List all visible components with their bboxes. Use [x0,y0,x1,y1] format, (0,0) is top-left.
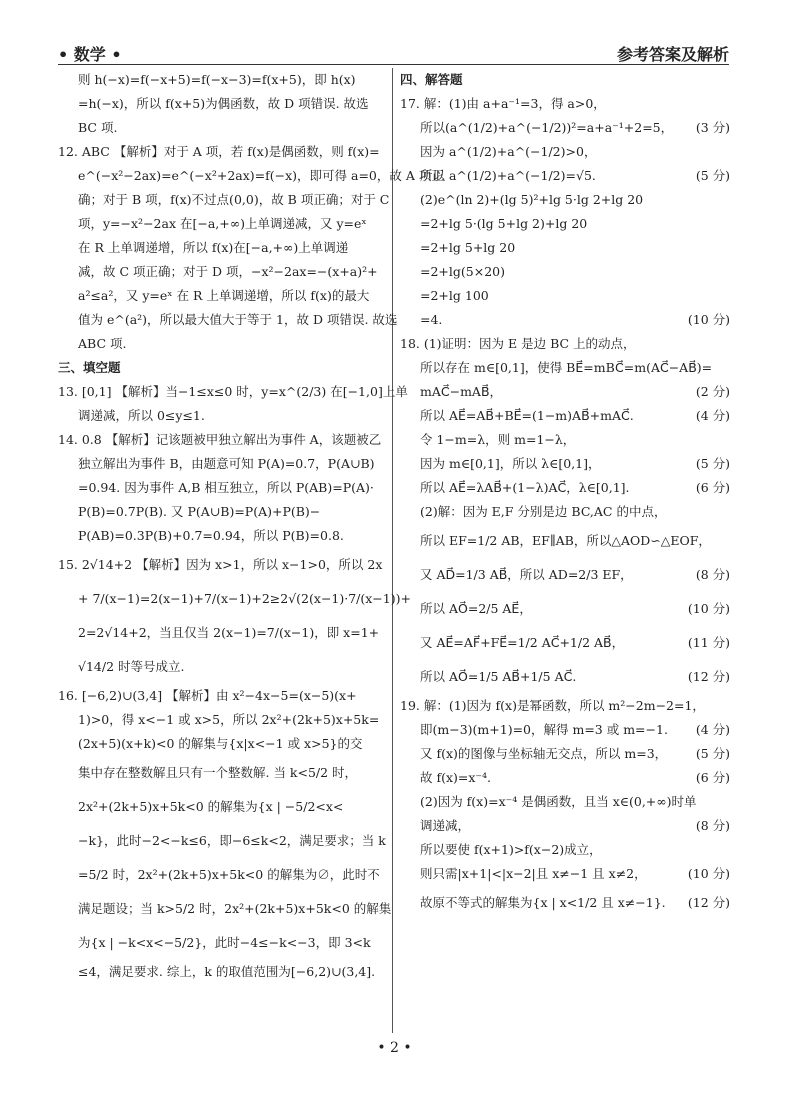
score-label: (12 分) [687,895,730,910]
text-line [400,626,730,660]
text-line [400,260,730,284]
text-line [400,886,730,920]
line-text: 满足题设；当 k>5/2 时，2x²+(2k+5)x+5k<0 的解集 [78,901,392,916]
text-line [58,92,388,116]
line-text: (2)e^(ln 2)+(lg 5)²+lg 5·lg 2+lg 20 [420,192,644,207]
line-text: ABC 项. [78,336,127,351]
line-text: 又 AE⃗=AF⃗+FE⃗=1/2 AC⃗+1/2 AB⃗， [420,635,625,650]
text-line [400,814,730,838]
line-text: (2)解：因为 E,F 分别是边 BC,AC 的中点， [420,504,667,519]
text-line [400,308,730,332]
text-line [58,356,388,380]
line-text: 令 1−m=λ，则 m=1−λ， [420,432,576,447]
line-text: 又 AD⃗=1/3 AB⃗，所以 AD=2/3 EF， [420,567,633,582]
text-line [58,332,388,356]
text-line [58,116,388,140]
line-text: 四、解答题 [400,72,463,87]
line-text: =0.94. 因为事件 A,B 相互独立，所以 P(AB)=P(A)· [78,480,374,495]
line-text: 所以 AO⃗=2/5 AE⃗， [420,601,532,616]
score-label: (6 分) [695,480,730,495]
line-text: 减，故 C 项正确；对于 D 项，−x²−2ax=−(x+a)²+ [78,264,378,279]
line-text: 15. 2√14+2 【解析】因为 x>1，所以 x−1>0，所以 2x [58,557,383,572]
text-line [400,68,730,92]
text-line [400,332,730,356]
text-line [400,284,730,308]
score-label: (4 分) [695,408,730,423]
text-line [400,92,730,116]
line-text: 三、填空题 [58,360,121,375]
line-text: 则 h(−x)=f(−x+5)=f(−x−3)=f(x+5)，即 h(x) [78,72,356,87]
text-line [58,164,444,188]
text-line [400,404,730,428]
line-text: =2+lg(5×20) [420,264,505,279]
line-text: 18. (1)证明：因为 E 是边 BC 上的动点， [400,336,636,351]
line-text: =2+lg 100 [420,288,489,303]
score-label: (10 分) [687,601,730,616]
line-text: 1)>0，得 x<−1 或 x>5，所以 2x²+(2k+5)x+5k= [78,712,380,727]
line-text: =5/2 时，2x²+(2k+5)x+5k<0 的解集为∅，此时不 [78,867,380,882]
text-line [400,188,730,212]
line-text: + 7/(x−1)=2(x−1)+7/(x−1)+2≥2√(2(x−1)·7/(x−1))+ [78,591,411,606]
score-label: (12 分) [687,669,730,684]
line-text: 13. [0,1] 【解析】当−1≤x≤0 时，y=x^(2/3) 在[−1,0]上单 [58,384,408,399]
line-text: BC 项. [78,120,118,135]
score-label: (5 分) [695,168,730,183]
text-line [400,790,730,814]
line-text: P(AB)=0.3P(B)+0.7=0.94，所以 P(B)=0.8. [78,528,344,543]
text-line [58,68,388,92]
text-line [58,500,388,524]
line-text: 因为 m∈[0,1]，所以 λ∈[0,1]， [420,456,601,471]
line-text: 项，y=−x²−2ax 在[−a,+∞)上单调递减，又 y=eˣ [78,216,367,231]
page-header [58,40,729,65]
text-line [58,428,388,452]
text-line [58,284,388,308]
line-text: e^(−x²−2ax)=e^(−x²+2ax)=f(−x)，即可得 a=0，故 A 项正 [78,168,444,183]
text-line [58,212,388,236]
line-text: 确；对于 B 项，f(x)不过点(0,0)，故 B 项正确；对于 C [78,192,390,207]
text-line [58,548,388,582]
subject-label: • 数学 • [58,45,122,64]
text-line [58,892,392,926]
text-line [58,616,388,650]
text-line [58,140,388,164]
line-text: 故 f(x)=x⁻⁴. [420,770,492,785]
score-label: (6 分) [695,770,730,785]
score-label: (8 分) [695,818,730,833]
line-text: 所以 a^(1/2)+a^(−1/2)=√5. [420,168,596,183]
text-line [58,824,388,858]
text-line [400,660,730,694]
text-line [400,428,730,452]
line-text: P(B)=0.7P(B). 又 P(A∪B)=P(A)+P(B)− [78,504,321,519]
text-line [58,308,398,332]
line-text: =2+lg 5+lg 20 [420,240,516,255]
section-title: 参考答案及解析 [616,45,729,64]
line-text: 16. [−6,2)∪(3,4] 【解析】由 x²−4x−5=(x−5)(x+ [58,688,357,703]
score-label: (4 分) [695,722,730,737]
line-text: 12. ABC 【解析】对于 A 项，若 f(x)是偶函数，则 f(x)= [58,144,380,159]
line-text: 所以 AE⃗=λAB⃗+(1−λ)AC⃗，λ∈[0,1]. [420,480,630,495]
line-text: mAC⃗−mAB⃗， [420,384,503,399]
text-line [400,592,730,626]
text-line [58,524,388,548]
score-label: (5 分) [695,746,730,761]
text-line [400,140,730,164]
line-text: −k}，此时−2<−k≤6，即−6≤k<2，满足要求；当 k [78,833,386,848]
text-line [400,452,730,476]
line-text: 17. 解：(1)由 a+a⁻¹=3，得 a>0， [400,96,606,111]
line-text: 所以 AO⃗=1/5 AB⃗+1/5 AC⃗. [420,669,577,684]
line-text: 值为 e^(a²)，所以最大值大于等于 1，故 D 项错误. 故选 [78,312,398,327]
text-line [58,732,388,756]
score-label: (10 分) [687,866,730,881]
line-text: 即(m−3)(m+1)=0，解得 m=3 或 m=−1. [420,722,668,737]
line-text: 14. 0.8 【解析】记该题被甲独立解出为事件 A，该题被乙 [58,432,382,447]
line-text: (2)因为 f(x)=x⁻⁴ 是偶函数，且当 x∈(0,+∞)时单 [420,794,697,809]
text-line [58,858,388,892]
column-divider [392,68,393,1033]
text-line [400,356,730,380]
text-line [400,236,730,260]
text-line [58,582,411,616]
text-line [400,524,730,558]
line-text: 19. 解：(1)因为 f(x)是幂函数，所以 m²−2m−2=1， [400,698,705,713]
text-line [400,838,730,862]
text-line [58,380,408,404]
line-text: 调递减，所以 0≤y≤1. [78,408,205,423]
line-text: 集中存在整数解且只有一个整数解. 当 k<5/2 时， [78,765,358,780]
line-text: 因为 a^(1/2)+a^(−1/2)>0， [420,144,597,159]
score-label: (5 分) [695,456,730,471]
line-text: =h(−x)，所以 f(x+5)为偶函数，故 D 项错误. 故选 [78,96,369,111]
line-text: 所以要使 f(x+1)>f(x−2)成立， [420,842,602,857]
line-text: 所以 EF=1/2 AB，EF∥AB，所以△AOD∽△EOF， [420,533,711,548]
line-text: 所以 AE⃗=AB⃗+BE⃗=(1−m)AB⃗+mAC⃗. [420,408,634,423]
text-line [58,260,388,284]
line-text: 调递减， [420,818,471,833]
line-text: 所以存在 m∈[0,1]，使得 BE⃗=mBC⃗=m(AC⃗−AB⃗)= [420,360,713,375]
line-text: =4. [420,312,443,327]
text-line [400,116,730,140]
text-line [400,476,730,500]
score-label: (3 分) [695,120,730,135]
text-line [400,212,730,236]
text-line [400,380,730,404]
text-line [58,756,388,790]
score-label: (11 分) [687,635,730,650]
score-label: (10 分) [687,312,730,327]
text-line [58,404,388,428]
line-text: √14/2 时等号成立. [78,659,185,674]
line-text: 所以(a^(1/2)+a^(−1/2))²=a+a⁻¹+2=5， [420,120,674,135]
line-text: 又 f(x)的图像与坐标轴无交点，所以 m=3， [420,746,668,761]
text-line [400,742,730,766]
line-text: 独立解出为事件 B，由题意可知 P(A)=0.7，P(A∪B) [78,456,375,471]
text-line [58,476,388,500]
text-line [58,708,388,732]
text-line [58,236,388,260]
text-line [58,926,388,960]
line-text: 故原不等式的解集为{x | x<1/2 且 x≠−1}. [420,895,666,910]
text-line [58,960,388,984]
line-text: 在 R 上单调递增，所以 f(x)在[−a,+∞)上单调递 [78,240,349,255]
line-text: 2x²+(2k+5)x+5k<0 的解集为{x | −5/2<x< [78,799,344,814]
line-text: (2x+5)(x+k)<0 的解集与{x|x<−1 或 x>5}的交 [78,736,363,751]
text-line [400,694,730,718]
text-line [400,718,730,742]
text-line [58,790,388,824]
right-column [400,68,730,1039]
score-label: (2 分) [695,384,730,399]
score-label: (8 分) [695,567,730,582]
text-line [400,862,730,886]
text-line [400,558,730,592]
line-text: 2=2√14+2，当且仅当 2(x−1)=7/(x−1)，即 x=1+ [78,625,380,640]
line-text: a²≤a²，又 y=eˣ 在 R 上单调递增，所以 f(x)的最大 [78,288,370,303]
line-text: 为{x | −k<x<−5/2}，此时−4≤−k<−3，即 3<k [78,935,371,950]
text-line [58,188,388,212]
line-text: ≤4，满足要求. 综上，k 的取值范围为[−6,2)∪(3,4]. [78,964,376,979]
text-line [58,684,388,708]
text-line [58,452,388,476]
line-text: 则只需|x+1|<|x−2|且 x≠−1 且 x≠2， [420,866,647,881]
text-line [400,766,730,790]
text-line [400,500,730,524]
line-text: =2+lg 5·(lg 5+lg 2)+lg 20 [420,216,588,231]
text-line [400,164,730,188]
text-line [58,650,388,684]
page-number: • 2 • [377,1040,412,1056]
